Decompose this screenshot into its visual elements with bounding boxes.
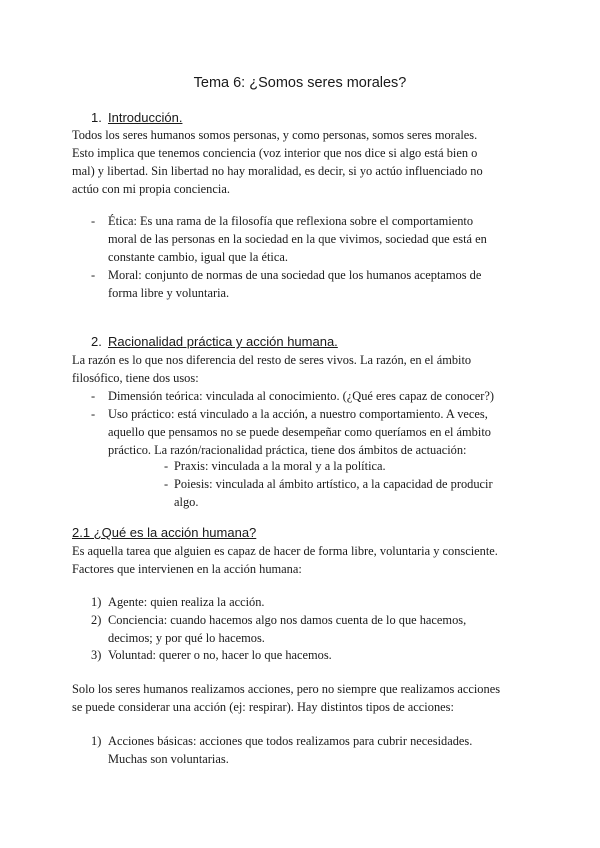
section21-paragraph bbox=[72, 542, 532, 578]
section2-number: 2. bbox=[91, 334, 102, 349]
text-line: aquello que pensamos no se puede desempeñar como queríamos en el ámbito bbox=[108, 425, 491, 439]
list-item-voluntad bbox=[108, 646, 520, 664]
section1-paragraph bbox=[72, 126, 522, 198]
text-line: filosófico, tiene dos usos: bbox=[72, 371, 199, 385]
text-line: Voluntad: querer o no, hacer lo que hacemos. bbox=[108, 648, 332, 662]
list-item-conciencia bbox=[108, 611, 520, 647]
bullet-etica bbox=[108, 212, 520, 266]
subbullet-marker: - bbox=[164, 459, 169, 473]
section1-heading: Introducción. bbox=[108, 110, 183, 125]
bullet-uso-practico bbox=[108, 405, 520, 459]
subbullet-praxis bbox=[174, 457, 520, 475]
list-item-agente bbox=[108, 593, 520, 611]
text-line: práctico. La razón/racionalidad práctica, tiene dos ámbitos de actuación: bbox=[108, 443, 467, 457]
section2-heading: Racionalidad práctica y acción humana. bbox=[108, 334, 338, 349]
text-line: La razón es lo que nos diferencia del resto de seres vivos. La razón, en el ámbito bbox=[72, 353, 472, 367]
bullet-marker: - bbox=[91, 214, 96, 228]
text-line: Esto implica que tenemos conciencia (voz interior que nos dice si algo está bien o bbox=[72, 146, 478, 160]
text-line: constante cambio, igual que la ética. bbox=[108, 250, 288, 264]
list-number: 2) bbox=[91, 613, 102, 627]
text-line: Todos los seres humanos somos personas, y como personas, somos seres morales. bbox=[72, 128, 478, 142]
text-line: Moral: conjunto de normas de una sociedad que los humanos aceptamos de bbox=[108, 268, 482, 282]
text-line: Conciencia: cuando hacemos algo nos damos cuenta de lo que hacemos, bbox=[108, 613, 467, 627]
section21-paragraph-2 bbox=[72, 680, 532, 716]
subbullet-marker: - bbox=[164, 477, 169, 491]
page-title: Tema 6: ¿Somos seres morales? bbox=[193, 75, 407, 91]
text-line: algo. bbox=[174, 495, 199, 509]
text-line: se puede considerar una acción (ej: respirar). Hay distintos tipos de acciones: bbox=[72, 700, 454, 714]
text-line: Es aquella tarea que alguien es capaz de hacer de forma libre, voluntaria y consciente. bbox=[72, 544, 498, 558]
text-line: Factores que intervienen en la acción humana: bbox=[72, 562, 302, 576]
text-line: Acciones básicas: acciones que todos realizamos para cubrir necesidades. bbox=[108, 734, 473, 748]
text-line: actúo con mi propia conciencia. bbox=[72, 182, 230, 196]
list-number: 3) bbox=[91, 648, 102, 662]
text-line: Poiesis: vinculada al ámbito artístico, a la capacidad de producir bbox=[174, 477, 493, 491]
section21-heading: 2.1 ¿Qué es la acción humana? bbox=[72, 525, 257, 540]
text-line: forma libre y voluntaria. bbox=[108, 286, 230, 300]
bullet-marker: - bbox=[91, 268, 96, 282]
text-line: Ética: Es una rama de la filosofía que reflexiona sobre el comportamiento bbox=[108, 214, 474, 228]
text-line: Solo los seres humanos realizamos acciones, pero no siempre que realizamos acciones bbox=[72, 682, 501, 696]
bullet-marker: - bbox=[91, 407, 96, 421]
bullet-moral bbox=[108, 266, 520, 302]
text-line: Dimensión teórica: vinculada al conocimiento. (¿Qué eres capaz de conocer?) bbox=[108, 389, 494, 403]
text-line: decimos; y por qué lo hacemos. bbox=[108, 631, 265, 645]
text-line: moral de las personas en la sociedad en la que vivimos, sociedad que está en bbox=[108, 232, 487, 246]
text-line: mal) y libertad. Sin libertad no hay moralidad, es decir, si yo actúo influenciado no bbox=[72, 164, 483, 178]
section2-paragraph bbox=[72, 351, 522, 387]
text-line: Praxis: vinculada a la moral y a la política. bbox=[174, 459, 386, 473]
bullet-dimension-teorica bbox=[108, 387, 520, 405]
subbullet-poiesis bbox=[174, 475, 520, 511]
list-number: 1) bbox=[91, 734, 102, 748]
text-line: Muchas son voluntarias. bbox=[108, 752, 229, 766]
text-line: Agente: quien realiza la acción. bbox=[108, 595, 265, 609]
text-line: Uso práctico: está vinculado a la acción, a nuestro comportamiento. A veces, bbox=[108, 407, 488, 421]
section1-number: 1. bbox=[91, 110, 102, 125]
bullet-marker: - bbox=[91, 389, 96, 403]
list-item-acciones-basicas bbox=[108, 732, 520, 768]
list-number: 1) bbox=[91, 595, 102, 609]
